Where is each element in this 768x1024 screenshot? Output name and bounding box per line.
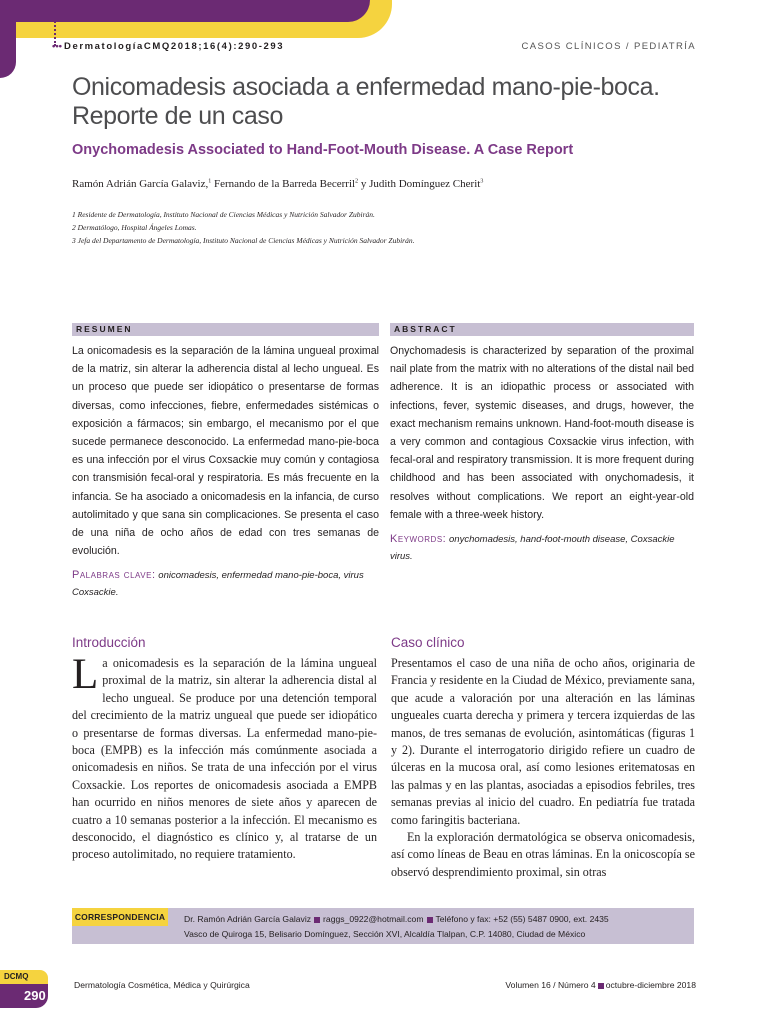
correspondence-phone: Teléfono y fax: +52 (55) 5487 0900, ext. 2435: [435, 914, 609, 924]
resumen-keywords-text: onicomadesis, enfermedad mano-pie-boca, virus Coxsackie.: [72, 570, 364, 598]
resumen-text: La onicomadesis es la separación de la lámina ungueal proximal de la matriz, sin alterar la adherencia distal al lecho ungueal. Es un proceso que puede ser idiopático o presentarse de formas diversas, como infecciones, fiebre, enfermedades sistémicas o exposición a fármacos; sin embargo, el mecanismo por el que sucede permanece desconocido. La enfermedad mano-pie-boca es una infección por el virus Coxsackie muy común y contagiosa con transmisión fecal-oral y respiratoria. Es más frecuente en la infancia. Se ha asociado a onicomadesis en la infancia, de curso autolimitado y que sana sin complicaciones. Se presenta el caso de una niña de ocho años de edad con tres semanas de evolución.: [72, 345, 379, 558]
author-2-sup: 2: [355, 178, 359, 185]
correspondence-label: CORRESPONDENCIA: [72, 908, 168, 926]
author-3: y Judith Domínguez Cherit: [358, 178, 481, 190]
author-2: Fernando de la Barreda Becerril: [211, 178, 356, 190]
journal-ref-text: DermatologíaCMQ2018;16(4):290-293: [63, 41, 285, 52]
footer-period: octubre-diciembre 2018: [605, 980, 696, 990]
authors: [72, 178, 483, 190]
footer-journal: Dermatología Cosmética, Médica y Quirúrgica: [74, 980, 250, 990]
author-1: Ramón Adrián García Galaviz,: [72, 178, 209, 190]
affiliation-3: 3 Jefa del Departamento de Dermatología, Instituto Nacional de Ciencias Médicas y Nutrición Salvador Zubirán.: [72, 236, 415, 245]
square-bullet-icon: [598, 983, 604, 989]
intro-body: [72, 651, 377, 864]
abstract-text: Onychomadesis is characterized by separation of the proximal nail plate from the matrix with no alterations of the distal nail bed adherence. It is an idiopathic process or associated with infections, fever, systemic diseases, and drugs, however, the exact mechanism remains unknown. Hand-foot-mouth disease is a very common and contagious Coxsackie virus infection, with fecal-oral and respiratory transmission. It is more frequent during childhood and has been associated with onychomadesis, it resolves without complications. We report an eight-year-old female with a three-week history.: [390, 345, 694, 521]
title-line-2: Reporte de un caso: [72, 102, 284, 130]
abstract-heading: ABSTRACT: [390, 323, 694, 336]
resumen-keywords: [72, 567, 379, 601]
article-title: [72, 73, 692, 131]
author-3-sup: 3: [480, 178, 484, 185]
resumen-heading: RESUMEN: [72, 323, 379, 336]
footer-volume: Volumen 16 / Número 4: [505, 980, 596, 990]
square-bullet-icon: [314, 917, 320, 923]
abstract-keywords-text: onychomadesis, hand-foot-mouth disease, Coxsackie virus.: [390, 534, 675, 562]
footer-issue: [505, 980, 696, 990]
left-purple-tab: [0, 0, 16, 78]
affiliation-1: 1 Residente de Dermatología, Instituto Nacional de Ciencias Médicas y Nutrición Salvador Zubirán.: [72, 210, 375, 219]
page-number: 290: [0, 984, 48, 1008]
correspondence-name: Dr. Ramón Adrián García Galaviz: [184, 914, 312, 924]
abstract-keywords-label: Keywords:: [390, 533, 447, 545]
section-tag: CASOS CLÍNICOS / PEDIATRÍA: [521, 41, 696, 52]
title-line-1: Onicomadesis asociada a enfermedad mano-pie-boca.: [72, 73, 660, 101]
caso-paragraph-1: Presentamos el caso de una niña de ocho años, originaria de Francia y residente en la Ciudad de México, previamente sana, que acude a valoración por una alteración en las láminas ungueales cuarta derecha y primera y tercera izquierdas de las manos, de tres semanas de evolución, asintomáticas (figuras 1 y 2). Durante el interrogatorio dirigido refiere un cuadro de úlceras en la mucosa oral, así como lesiones eritematosas en las palmas y en las plantas, asociadas a episodios febriles, tres semanas previas al inicio del cuadro. En pediatría fue tratada como faringitis bacteriana.: [391, 656, 695, 827]
affiliations: [72, 208, 414, 247]
journal-reference: [52, 41, 284, 52]
correspondence-line-2: Vasco de Quiroga 15, Belisario Domínguez, Sección XVI, Alcaldía Tlalpan, C.P. 14080, Ciudad de México: [184, 929, 586, 939]
correspondence-email[interactable]: raggs_0922@hotmail.com: [323, 914, 424, 924]
intro-heading: Introducción: [72, 635, 146, 650]
footer-badge: DCMQ: [0, 970, 48, 984]
correspondence-line-1: [184, 912, 609, 927]
square-bullet-icon: [427, 917, 433, 923]
caso-paragraph-2: En la exploración dermatológica se observa onicomadesis, así como líneas de Beau en otras láminas. En la onicoscopía se observó desprendimiento proximal, sin otras: [391, 830, 695, 879]
intro-dropcap: L: [72, 651, 99, 698]
dots-decoration: •••: [52, 41, 62, 52]
affiliation-2: 2 Dermatólogo, Hospital Ángeles Lomas.: [72, 223, 197, 232]
caso-body: [391, 655, 695, 881]
abstract-keywords: [390, 531, 694, 565]
caso-heading: Caso clínico: [391, 635, 465, 650]
author-1-sup: 1: [208, 178, 212, 185]
intro-text: a onicomadesis es la separación de la lámina ungueal proximal de la matriz, sin alterar la adherencia distal al lecho ungueal. Se produce por una detención temporal del crecimiento de la matriz ungueal que puede ser idiopático o presentarse de formas diversas. La enfermedad mano-pie-boca (EMPB) es la infección más comúnmente asociada a onicomadesis en niños. Se trata de una infección por el virus Coxsackie. Los reportes de onicomadesis asociada a EMPB han ocurrido en niños menores de siete años y aparecen de cuatro a 10 semanas posterior a la infección. El mecanismo es desconocido, el diagnóstico es clínico y, al tratarse de un proceso autolimitado, no requiere tratamiento.: [72, 656, 377, 862]
correspondence-text: [184, 912, 609, 942]
article-subtitle: Onychomadesis Associated to Hand-Foot-Mouth Disease. A Case Report: [72, 142, 574, 158]
resumen-keywords-label: Palabras clave:: [72, 569, 156, 581]
